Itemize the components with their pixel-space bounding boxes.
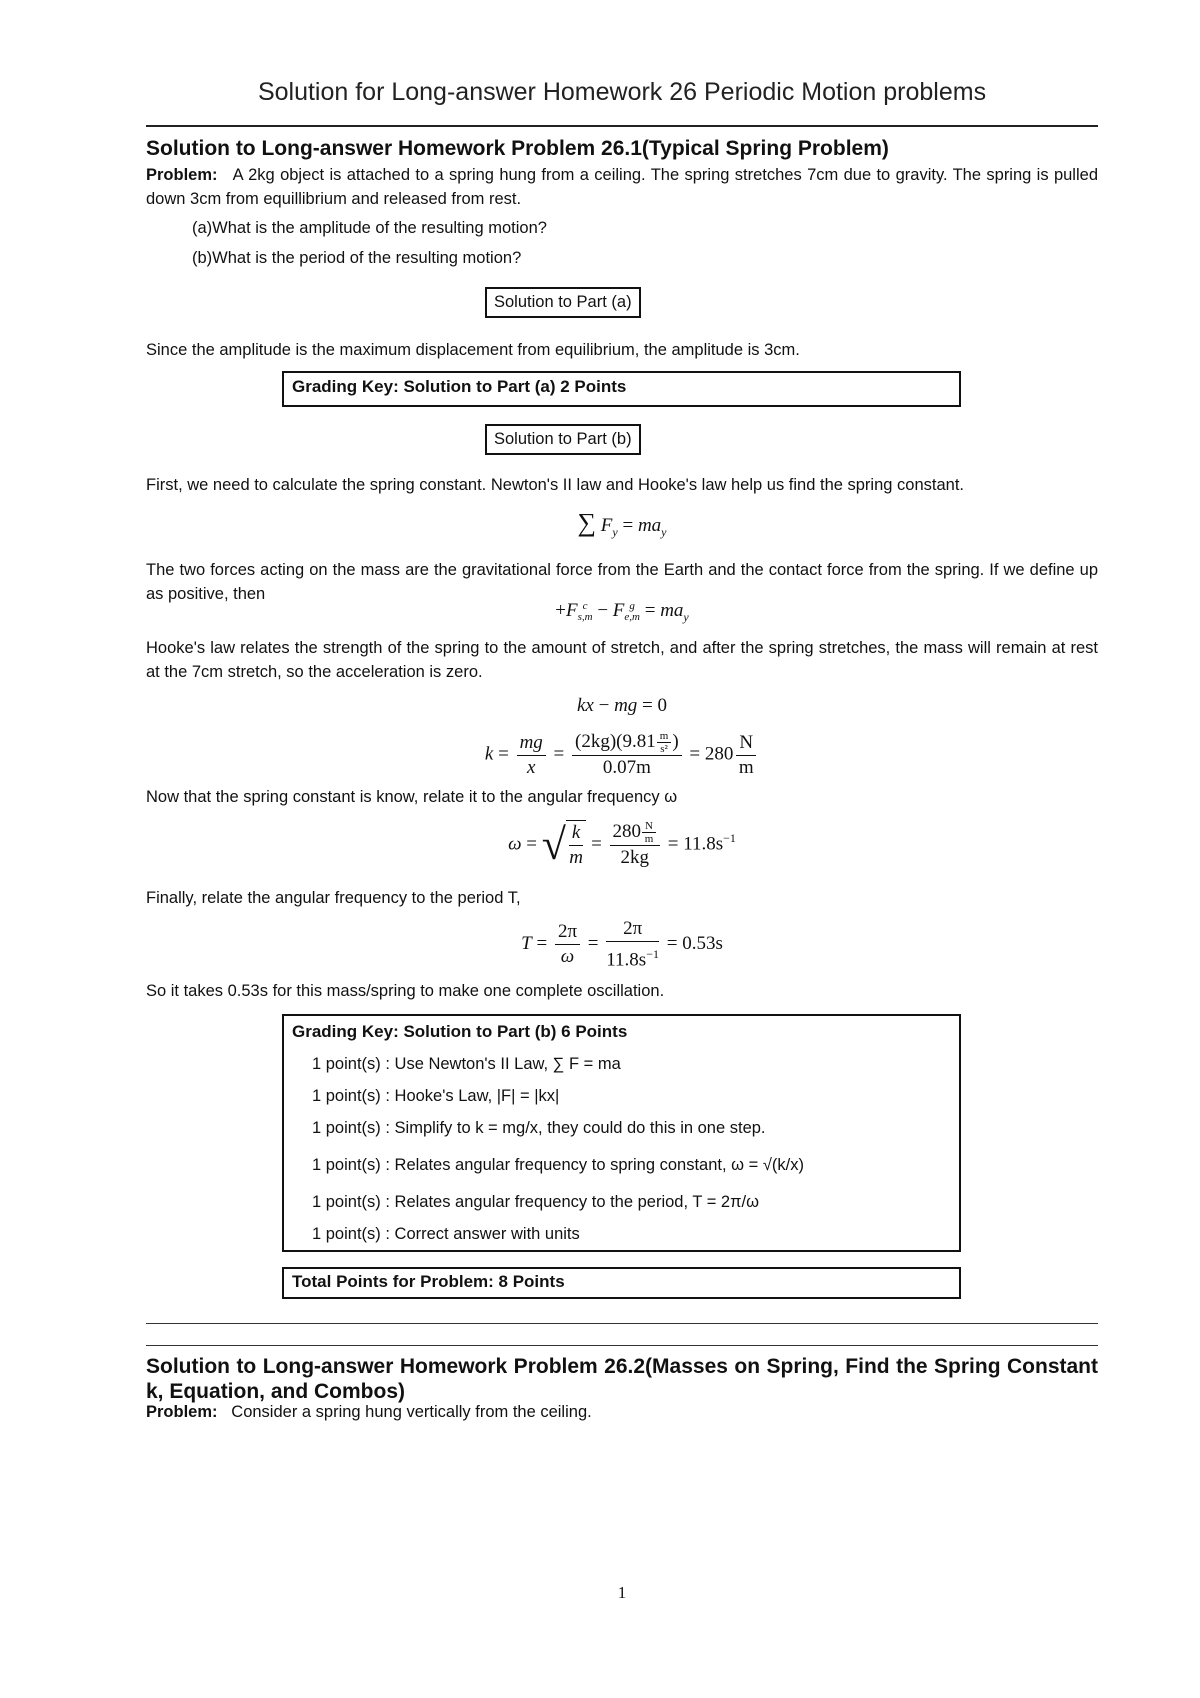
problem-text: Consider a spring hung vertically from the ceiling. <box>231 1403 592 1421</box>
question-a: (a)What is the amplitude of the resulting motion? <box>192 219 547 237</box>
equation-forces: +F c s,m − F g e,m = $ma_y$ <box>555 599 689 624</box>
question-b: (b)What is the period of the resulting motion? <box>192 249 522 267</box>
grading-key-b <box>282 1014 961 1252</box>
grading-row: 1 point(s) : Relates angular frequency to the period, T = 2π/ω <box>312 1193 759 1211</box>
grading-row: 1 point(s) : Use Newton's II Law, ∑ F = ma <box>312 1055 621 1073</box>
grading-key-a <box>282 371 961 407</box>
part-a-text: Since the amplitude is the maximum displacement from equilibrium, the amplitude is 3cm. <box>146 341 800 359</box>
divider <box>146 1345 1098 1346</box>
part-a-box: Solution to Part (a) <box>485 287 641 318</box>
equation-balance: kx − mg = 0 <box>576 695 668 716</box>
page-number: 1 <box>617 1583 627 1602</box>
grading-key-b-title: Grading Key: Solution to Part (b) 6 Points <box>292 1022 628 1041</box>
period-text: Finally, relate the angular frequency to the period T, <box>146 889 521 907</box>
grading-row: 1 point(s) : Simplify to k = mg/x, they could do this in one step. <box>312 1119 766 1137</box>
conclusion-text: So it takes 0.53s for this mass/spring to make one complete oscillation. <box>146 982 665 1000</box>
part-b-intro: First, we need to calculate the spring constant. Newton's II law and Hooke's law help us find the spring constant. <box>146 476 964 494</box>
problem-statement <box>146 163 1098 211</box>
problem-heading: Solution to Long-answer Homework Problem 26.2(Masses on Spring, Find the Spring Constant k, Equation, and Combos) <box>146 1355 1098 1403</box>
equation-newton: ∑ $F_y = ma_y$ <box>577 508 667 539</box>
omega-text: Now that the spring constant is know, relate it to the angular frequency ω <box>146 788 678 806</box>
page-title: Solution for Long-answer Homework 26 Periodic Motion problems <box>257 78 987 106</box>
problem-statement <box>146 1400 1098 1424</box>
divider <box>146 1323 1098 1324</box>
problem-text: A 2kg object is attached to a spring hung from a ceiling. The spring stretches 7cm due to gravity. The spring is pulled down 3cm from equillibrium and released from rest. <box>146 166 1098 208</box>
total-points-box <box>282 1267 961 1299</box>
divider <box>146 125 1098 127</box>
equation-omega: ω = √ $\frac{k}{m}$ = 280 $\frac{N}{m}$ 2kg = $11.8s^{-1}$ <box>508 820 736 870</box>
grading-key-a-title: Grading Key: Solution to Part (a) 2 Points <box>292 377 627 396</box>
problem-label: Problem: <box>146 166 218 184</box>
equation-period: T = $\frac{2\pi}{\omega}$ = $\frac{2\pi}{11.8s^{-1}}$ = 0.53s <box>521 918 723 971</box>
hooke-text: Hooke's law relates the strength of the spring to the amount of stretch, and after the spring stretches, the mass will remain at rest at the 7cm stretch, so the acceleration is zero. <box>146 639 1098 681</box>
forces-text: The two forces acting on the mass are the gravitational force from the Earth and the contact force from the spring. If we define up as positive, then <box>146 561 1098 603</box>
grading-row: 1 point(s) : Hooke's Law, |F| = |kx| <box>312 1087 560 1105</box>
equation-spring-constant: k = $\frac{mg}{x}$ = (2kg)(9.81 $\frac{m}{\text{s²}}$ ) 0.07m = 280 $\frac{N}{m}$ <box>146 730 1098 780</box>
grading-row: 1 point(s) : Relates angular frequency to spring constant, ω = √(k/x) <box>312 1156 804 1174</box>
problem-heading: Solution to Long-answer Homework Problem 26.1(Typical Spring Problem) <box>146 137 889 160</box>
problem-label: Problem: <box>146 1403 218 1421</box>
part-b-box: Solution to Part (b) <box>485 424 641 455</box>
total-points: Total Points for Problem: 8 Points <box>292 1272 565 1291</box>
grading-row: 1 point(s) : Correct answer with units <box>312 1225 580 1243</box>
